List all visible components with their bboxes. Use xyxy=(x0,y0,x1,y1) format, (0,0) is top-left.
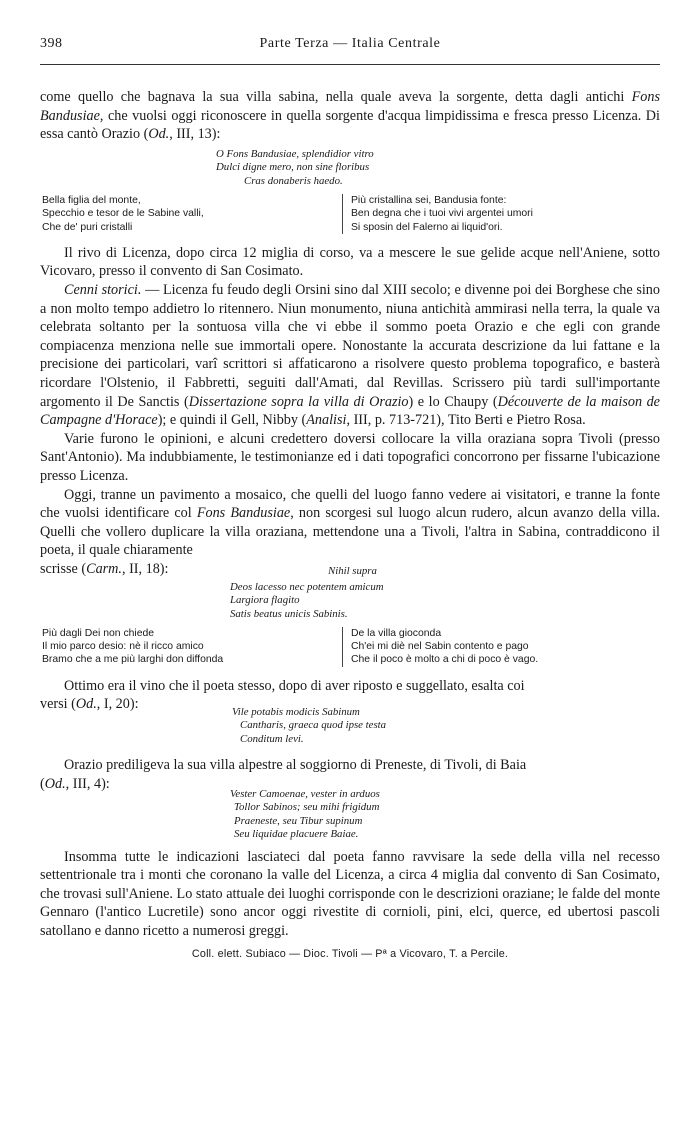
latin-verse: Conditum levi. xyxy=(240,732,304,745)
translation-left-column xyxy=(42,194,342,234)
latin-verse: Seu liquidae placuere Baiae. xyxy=(234,828,359,841)
verse-line: Il mio parco desio: nè il ricco amico xyxy=(42,641,204,653)
translation-right-column xyxy=(342,194,533,234)
text-run: , III, 13): xyxy=(169,126,221,143)
paragraph-opinioni: Varie furono le opinioni, e alcuni credettero doversi collocare la villa oraziana sopra Tivoli (presso Sant'Antonio). Ma indubbiamente, le testimonianze ed i dati topografici concorrono per fissarne l'ubicazione presso Licenza. xyxy=(40,430,660,485)
italic-run: Découverte de la maison de Campagne d'Horace xyxy=(40,393,660,429)
paragraph-fons-bandusiae xyxy=(40,88,660,144)
section-heading-italic: Cenni storici. xyxy=(64,282,142,299)
latin-verse: Deos lacesso nec potentem amicum xyxy=(230,580,384,593)
paragraph-cenni-storici xyxy=(40,281,660,430)
paragraph-villa-alpestre: Orazio prediligeva la sua villa alpestre al soggiorno di Preneste, di Tivoli, di Baia xyxy=(64,757,527,774)
italic-run: Fons Bandusiae xyxy=(40,89,660,124)
text-run: Oggi, tranne un pavimento a mosaico, che quelli del luogo fanno vedere ai visitatori, e tranne la fonte che vuolsi identificare col xyxy=(40,486,660,522)
latin-verse: Praeneste, seu Tibur supinum xyxy=(234,814,363,827)
running-title: Parte Terza — Italia Centrale xyxy=(259,36,441,51)
paragraph-vino: Ottimo era il vino che il poeta stesso, dopo di aver riposto e suggellato, esalta coi xyxy=(64,677,525,694)
translation-2 xyxy=(42,627,660,667)
latin-verse: Vile potabis modicis Sabinum xyxy=(232,705,360,718)
latin-verse: Cantharis, graeca quod ipse testa xyxy=(240,719,387,732)
text-run: , II, 18): xyxy=(121,560,169,577)
text-run: versi ( xyxy=(40,696,76,713)
latin-verse: Vester Camoenae, vester in arduos xyxy=(230,787,380,800)
header-rule xyxy=(40,64,660,65)
page-number: 398 xyxy=(40,36,63,51)
italic-run: Od. xyxy=(75,696,97,713)
verse-line: De la villa gioconda xyxy=(351,628,442,640)
page-header xyxy=(40,36,660,56)
translation-right-column xyxy=(342,627,538,667)
italic-run: Od. xyxy=(44,775,66,792)
verse-line: Ch'ei mi diè nel Sabin contento e pago xyxy=(351,641,529,653)
verse-line: Che il poco è molto a chi di poco è vago. xyxy=(351,654,539,666)
latin-verse: Dulci digne mero, non sine floribus xyxy=(216,161,370,174)
colophon: Coll. elett. Subiaco — Dioc. Tivoli — Pª a Vicovaro, T. a Percile. xyxy=(191,947,509,960)
verse-line: Più dagli Dei non chiede xyxy=(42,628,155,640)
latin-verse: Tollor Sabinos; seu mihi frigidum xyxy=(234,801,380,814)
latin-verse-inline: Nihil supra xyxy=(328,564,377,577)
latin-verse: Satis beatus unicis Sabinis. xyxy=(230,607,348,620)
latin-quote-1 xyxy=(216,148,660,189)
text-run: — Licenza fu feudo degli Orsini sino dal XIII secolo; e divenne poi dei Borghese che sino a non molto tempo addietro lo ritennero. Niun monumento, niuna antichità ammirasi nella terra, la quale va celebrata soltanto per la sontuosa villa che vi ebbe il sommo poeta Orazio e che egli con grande compiacenza menziona nelle sue immortali opere. Nonostante la accurata descrizione da lui fattane e la precisione dei particolari, varî scrittori si affaticarono a risolvere questo problema topografico, e basterà ricordare l'Olstenio, il Fabbretti, seguiti dall'Amati, dal Revillas. Scrissero più tardi sull'importante argomento il De Sanctis ( xyxy=(40,282,660,410)
text-run: scrisse ( xyxy=(40,560,87,577)
verse-line: Ben degna che i tuoi vivi argentei umori xyxy=(351,208,533,220)
text-run: , che vuolsi oggi riconoscere in quella sorgente d'acqua limpidissima e fresca presso Licenza. Di essa cantò Orazio ( xyxy=(40,107,660,143)
italic-run: Od. xyxy=(148,126,170,143)
page-body xyxy=(40,88,660,963)
latin-verse: Cras donaberis haedo. xyxy=(244,174,343,187)
text-run: ) e lo Chaupy ( xyxy=(408,393,498,410)
text-run: come quello che bagnava la sua villa sabina, nella quale aveva la sorgente, detta dagli antichi xyxy=(40,89,632,105)
italic-run: Carm. xyxy=(86,560,122,577)
italic-run: Dissertazione sopra la villa di Orazio xyxy=(188,393,409,410)
translation-left-column xyxy=(42,627,342,667)
latin-quote-4 xyxy=(230,788,660,842)
verse-line: Bramo che a me più larghi don diffonda xyxy=(42,654,224,666)
text-run: ( xyxy=(40,775,45,792)
verse-line: Bella figlia del monte, xyxy=(42,195,141,207)
verse-line: Più cristallina sei, Bandusia fonte: xyxy=(351,195,507,207)
text-run: ); e quindi il Gell, Nibby ( xyxy=(157,412,307,429)
translation-1 xyxy=(42,194,660,234)
latin-quote-2 xyxy=(230,581,660,622)
text-run: , III, p. 713-721), Tito Berti e Pietro Rosa. xyxy=(346,412,586,429)
latin-quote-3 xyxy=(232,706,660,747)
verse-line: Specchio e tesor de le Sabine valli, xyxy=(42,208,204,220)
paragraph-oggi xyxy=(40,486,660,560)
italic-run: Fons Bandusiae xyxy=(196,505,291,522)
text-run: , non scorgesi sul luogo alcun rudero, alcun avanzo della villa. Quelli che vollero duplicare la villa oraziana, mettendone una a Tivoli, l'altra in Sabina, contraddicono il poeta, il quale chiaramente xyxy=(40,505,660,559)
latin-verse: Largiora flagito xyxy=(230,594,300,607)
latin-verse: O Fons Bandusiae, splendidior vitro xyxy=(216,147,374,160)
text-run: , III, 4): xyxy=(65,775,110,792)
verse-line: Si sposin del Falerno ai liquid'ori. xyxy=(351,221,503,233)
paragraph-rivo-licenza: Il rivo di Licenza, dopo circa 12 miglia di corso, va a mescere le sue gelide acque nell'Aniene, sotto Vicovaro, presso il convento di San Cosimato. xyxy=(40,244,660,280)
italic-run: Analisi xyxy=(306,412,347,429)
line-scrisse xyxy=(40,560,660,579)
verse-line: Che de' puri cristalli xyxy=(42,221,133,233)
paragraph-insomma: Insomma tutte le indicazioni lasciateci dal poeta fanno ravvisare la sede della villa nel recesso settentrionale tra i monti che coronano la valle del Licenza, a circa 4 miglia dal convento di San Cosimato, che trovasi sull'Aniene. Lo stato attuale dei luoghi corrisponde con le descrizioni oraziane; le falde del monte Gennaro (l'antico Lucretile) sono ancor oggi rivestite di cornioli, pini, elci, querce, ed ubertosi pascoli satollano e danno ricetto a numerosi greggi. xyxy=(40,848,660,939)
text-run: , I, 20): xyxy=(96,696,139,713)
